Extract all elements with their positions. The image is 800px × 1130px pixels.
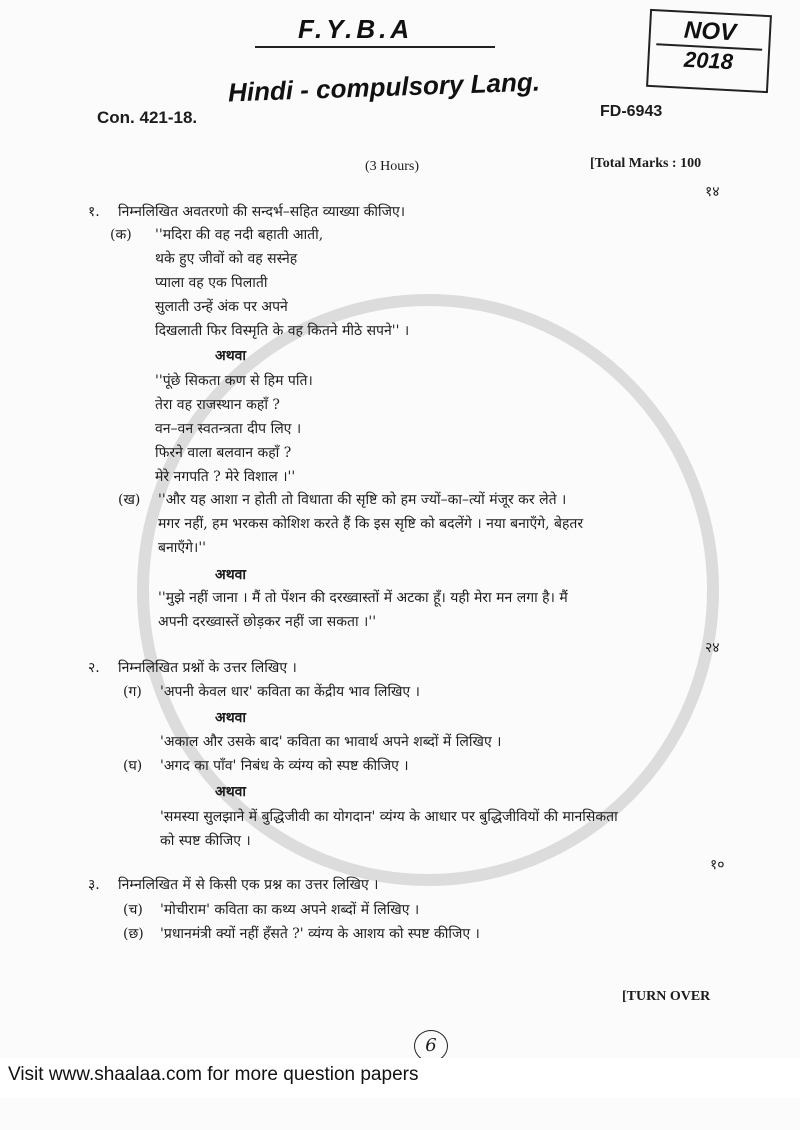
date-box-month: NOV: [683, 16, 737, 47]
con-code: Con. 421-18.: [97, 108, 198, 127]
passage-line: मगर नहीं, हम भरकस कोशिश करते हैं कि इस सृष्टि को बदलेंगे । नया बनाएँगे, बेहतर: [158, 516, 584, 532]
poem-line: फिरने वाला बलवान कहाँ ?: [155, 445, 292, 461]
question-text: को स्पष्ट कीजिए ।: [160, 833, 251, 849]
underline: [255, 46, 495, 48]
poem-line: तेरा वह राजस्थान कहाँ ?: [155, 397, 280, 413]
question-text: 'प्रधानमंत्री क्यों नहीं हँसते ?' व्यंग्य के आशय को स्पष्ट कीजिए ।: [160, 926, 480, 942]
poem-line: थके हुए जीवों को वह सस्नेह: [155, 251, 298, 267]
q3-number: ३.: [88, 877, 100, 893]
q2-number: २.: [88, 660, 100, 676]
class-handwritten: F.Y.B.A: [298, 14, 414, 44]
poem-line: सुलाती उन्हें अंक पर अपने: [155, 299, 288, 315]
q1-text: निम्नलिखित अवतरणो की सन्दर्भ–सहित व्याख्या कीजिए।: [118, 204, 406, 220]
page-number: 6: [414, 1030, 448, 1062]
poem-line: प्याला वह एक पिलाती: [155, 275, 268, 291]
part-kha-label: (ख): [118, 492, 141, 508]
turn-over: [TURN OVER: [622, 989, 711, 1004]
subject-handwritten: Hindi - compulsory Lang.: [227, 66, 541, 108]
duration: (3 Hours): [365, 159, 420, 174]
date-box: [646, 9, 772, 93]
poem-line: ''पूंछे सिकता कण से हिम पति।: [155, 373, 313, 389]
or-label: अथवा: [215, 784, 247, 800]
or-label: अथवा: [215, 348, 247, 364]
poem-line: ''मदिरा की वह नदी बहाती आती,: [155, 227, 324, 243]
footer-link-text[interactable]: Visit www.shaalaa.com for more question papers: [8, 1064, 419, 1085]
question-text: 'समस्या सुलझाने में बुद्धिजीवी का योगदान' व्यंग्य के आधार पर बुद्धिजीवियों की मानसिकता: [160, 809, 618, 825]
q3-marks: १०: [710, 857, 725, 873]
footer-bar: [0, 1058, 800, 1098]
total-marks: [Total Marks : 100: [590, 156, 702, 171]
part-cha-label: (च): [123, 902, 143, 918]
paper-code: FD-6943: [600, 103, 663, 120]
part-chha-label: (छ): [123, 926, 144, 942]
question-text: 'मोचीराम' कविता का कथ्य अपने शब्दों में लिखिए ।: [160, 902, 420, 918]
passage-line: बनाएँगे।'': [158, 540, 207, 556]
date-box-year: 2018: [655, 43, 762, 77]
passage-line: अपनी दरख्वास्तें छोड़कर नहीं जा सकता ।'': [158, 614, 377, 630]
question-text: 'अपनी केवल धार' कविता का केंद्रीय भाव लिखिए ।: [160, 684, 420, 700]
question-text: 'अकाल और उसके बाद' कविता का भावार्थ अपने शब्दों में लिखिए ।: [160, 734, 502, 750]
q1-marks: १४: [705, 184, 720, 200]
part-gha-label: (घ): [123, 758, 143, 774]
passage-line: ''और यह आशा न होती तो विधाता की सृष्टि को हम ज्यों–का–त्यों मंजूर कर लेते ।: [158, 492, 567, 508]
passage-line: ''मुझे नहीं जाना । मैं तो पेंशन की दरख्वास्तों में अटका हूँ। यही मेरा मन लगा है। मैं: [158, 590, 568, 606]
poem-line: मेरे नगपति ? मेरे विशाल ।'': [155, 469, 296, 485]
poem-line: वन–वन स्वतन्त्रता दीप लिए ।: [155, 421, 302, 437]
question-text: 'अगद का पाँव' निबंध के व्यंग्य को स्पष्ट कीजिए ।: [160, 758, 409, 774]
part-ga-label: (ग): [123, 684, 142, 700]
or-label: अथवा: [215, 710, 247, 726]
q3-text: निम्नलिखित में से किसी एक प्रश्न का उत्तर लिखिए ।: [118, 877, 379, 893]
or-label: अथवा: [215, 567, 247, 583]
q2-marks: २४: [705, 640, 720, 656]
poem-line: दिखलाती फिर विस्मृति के वह कितने मीठे सपने'' ।: [155, 323, 410, 339]
q2-text: निम्नलिखित प्रश्नों के उत्तर लिखिए ।: [118, 660, 297, 676]
q1-number: १.: [88, 204, 100, 220]
part-ka-label: (क): [110, 227, 132, 243]
